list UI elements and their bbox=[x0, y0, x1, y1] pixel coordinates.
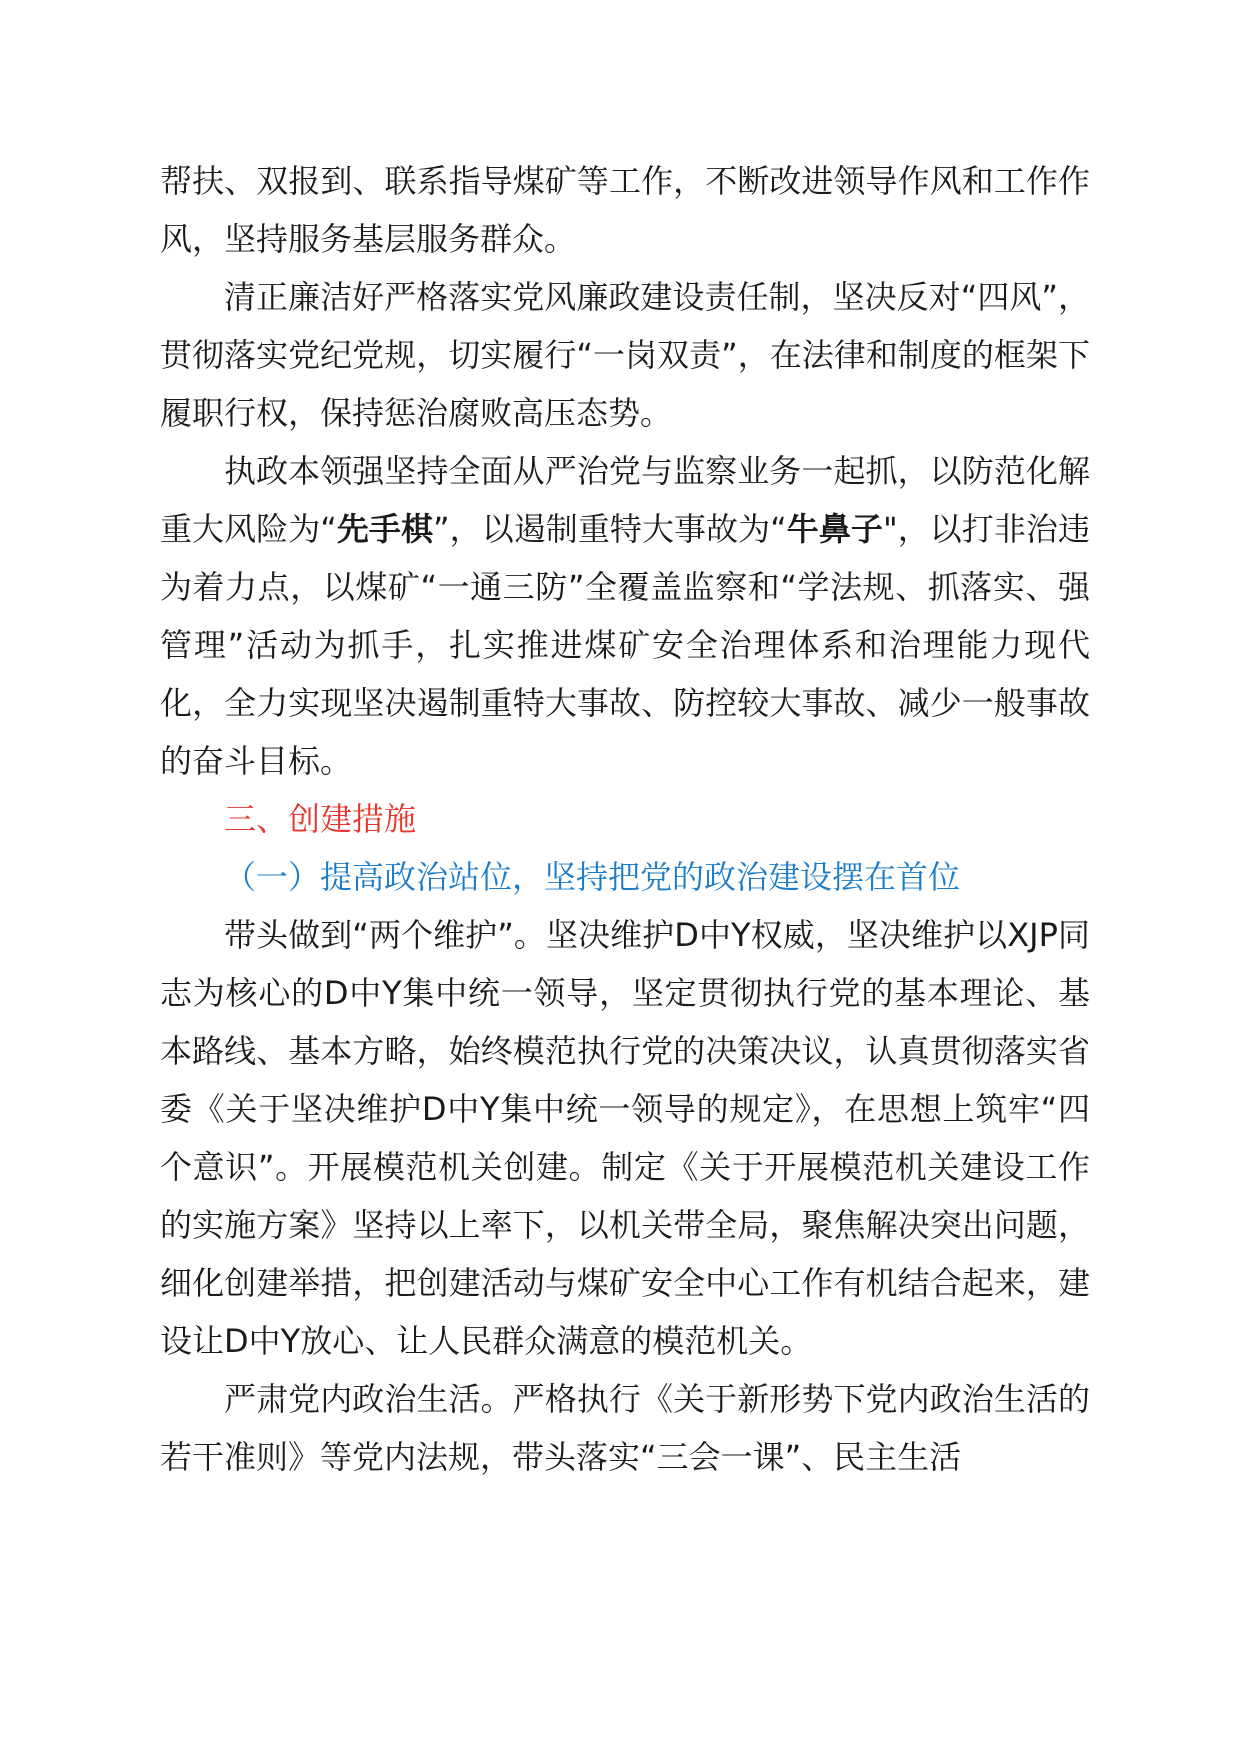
section-heading: 三、创建措施 bbox=[224, 800, 417, 838]
body-paragraph-integrity: 清正廉洁好严格落实党风廉政建设责任制，坚决反对“四风”，贯彻落实党纪党规，切实履行“一岗双责”，在法律和制度的框架下履职行权，保持惩治腐败高压态势。 bbox=[160, 278, 1090, 432]
paragraph-text-part: ”，以遏制重特大事故为“ bbox=[433, 510, 787, 548]
emphasis-key-point: 牛鼻子 bbox=[786, 510, 883, 548]
paragraph-text-part: 执政本领强坚持全面从严治党与监察业务一起抓，以防范化解重大风险为“ bbox=[160, 452, 1090, 548]
body-paragraph-governance bbox=[160, 442, 1090, 790]
body-paragraph-continued: 帮扶、双报到、联系指导煤矿等工作，不断改进领导作风和工作作风，坚持服务基层服务群众。 bbox=[160, 162, 1090, 258]
paragraph-text-part: "，以打非治违为着力点，以煤矿“一通三防”全覆盖监察和“学法规、抓落实、强管理”活动为抓手，扎实推进煤矿安全治理体系和治理能力现代化，全力实现坚决遏制重特大事故、防控较大事故、减少一般事故的奋斗目标。 bbox=[160, 510, 1090, 780]
body-paragraph-two-safeguards: 带头做到“两个维护”。坚决维护D中Y权威，坚决维护以XJP同志为核心的D中Y集中统一领导，坚定贯彻执行党的基本理论、基本路线、基本方略，始终模范执行党的决策决议，认真贯彻落实省委《关于坚决维护D中Y集中统一领导的规定》，在思想上筑牢“四个意识”。开展模范机关创建。制定《关于开展模范机关建设工作的实施方案》坚持以上率下，以机关带全局，聚焦解决突出问题，细化创建举措，把创建活动与煤矿安全中心工作有机结合起来，建设让D中Y放心、让人民群众满意的模范机关。 bbox=[160, 916, 1090, 1360]
body-paragraph-political-life: 严肃党内政治生活。严格执行《关于新形势下党内政治生活的若干准则》等党内法规，带头落实“三会一课”、民主生活 bbox=[160, 1380, 1090, 1476]
subsection-heading: （一）提高政治站位，坚持把党的政治建设摆在首位 bbox=[224, 858, 961, 896]
document-page bbox=[160, 152, 1090, 1486]
emphasis-first-move: 先手棋 bbox=[336, 510, 434, 548]
